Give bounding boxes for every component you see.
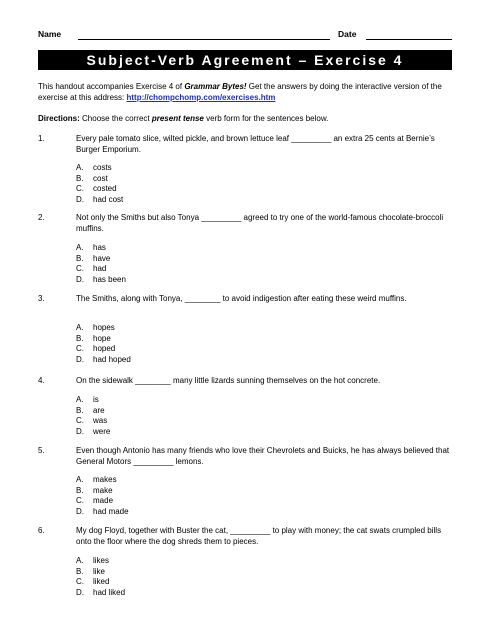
intro-paragraph xyxy=(38,82,452,103)
choice-text: were xyxy=(93,426,111,436)
choice-text: was xyxy=(93,416,108,425)
choice-letter: D. xyxy=(76,354,84,364)
question-number: 4. xyxy=(38,376,45,385)
choice-text: costed xyxy=(93,184,117,193)
choice-text: hope xyxy=(93,333,111,343)
intro-text-before: This handout accompanies Exercise 4 of xyxy=(38,82,185,91)
choice-text: likes xyxy=(93,556,110,565)
question-text: The Smiths, along with Tonya, ________ to avoid indigestion after eating these weird muffins. xyxy=(76,294,407,303)
choice-letter: C. xyxy=(76,577,84,586)
question-text: My dog Floyd, together with Buster the cat, _________ to play with money; the cat swats crumpled bills onto the floor where the dog shreds them to pieces. xyxy=(76,526,442,546)
choice-text: makes xyxy=(93,475,117,484)
question-number: 3. xyxy=(38,294,45,303)
choice-text: has xyxy=(93,243,106,252)
choice-letter: B. xyxy=(76,405,84,415)
choice-text: has been xyxy=(93,274,126,284)
choice-letter: B. xyxy=(76,253,84,263)
exercise-link[interactable]: http://chompchomp.com/exercises.htm xyxy=(126,92,276,102)
choice-letter: D. xyxy=(76,587,84,597)
choice-letter: C. xyxy=(76,344,84,353)
name-line xyxy=(78,39,330,40)
question-number: 6. xyxy=(38,526,45,535)
choice-text: made xyxy=(93,496,114,505)
page-title: Subject-Verb Agreement – Exercise 4 xyxy=(38,50,452,70)
date-line xyxy=(366,39,452,40)
choice-text: cost xyxy=(93,173,108,183)
choice-letter: B. xyxy=(76,333,84,343)
choice-text: is xyxy=(93,395,99,404)
choice-letter: B. xyxy=(76,173,84,183)
question-text: Not only the Smiths but also Tonya _________ agreed to try one of the world-famous chocolate-broccoli muffins. xyxy=(76,213,444,233)
choice-letter: D. xyxy=(76,274,84,284)
choice-text: like xyxy=(93,566,106,576)
choice-text: make xyxy=(93,485,113,495)
choice-text: had made xyxy=(93,506,129,516)
choice-letter: C. xyxy=(76,496,84,505)
source-title: Grammar Bytes! xyxy=(184,82,247,91)
choice-text: had liked xyxy=(93,587,126,597)
choice-letter: D. xyxy=(76,194,84,204)
intro-text-after: Get the answers by doing the interactive version of the exercise at this address: xyxy=(38,82,442,102)
choice-letter: A. xyxy=(76,243,84,252)
choice-letter: C. xyxy=(76,184,84,193)
question-text: On the sidewalk ________ many little lizards sunning themselves on the hot concrete. xyxy=(76,376,381,385)
directions-paragraph xyxy=(38,114,452,125)
directions-emphasis: present tense xyxy=(151,114,204,123)
question-text: Even though Antonio has many friends who love their Chevrolets and Buicks, he has always believed that General Motors _________ lemons. xyxy=(76,446,450,466)
choice-letter: C. xyxy=(76,264,84,273)
name-label: Name xyxy=(38,29,62,39)
question-text: Every pale tomato slice, wilted pickle, and brown lettuce leaf _________ an extra 25 cents at Bernie’s Burger Emporium. xyxy=(76,134,435,154)
choice-letter: D. xyxy=(76,426,84,436)
choice-text: costs xyxy=(93,163,112,172)
choice-letter: B. xyxy=(76,485,84,495)
directions-label: Directions: xyxy=(38,114,80,123)
question-number: 2. xyxy=(38,213,45,222)
choice-text: are xyxy=(93,405,105,415)
choice-text: had hoped xyxy=(93,354,131,364)
name-date-header xyxy=(38,27,452,41)
choice-letter: D. xyxy=(76,506,84,516)
choice-letter: A. xyxy=(76,163,84,172)
choice-letter: C. xyxy=(76,416,84,425)
choice-letter: A. xyxy=(76,556,84,565)
choice-text: have xyxy=(93,253,111,263)
choice-text: had xyxy=(93,264,107,273)
choice-letter: B. xyxy=(76,566,84,576)
choice-letter: A. xyxy=(76,395,84,404)
choice-text: hoped xyxy=(93,344,116,353)
date-label: Date xyxy=(338,29,357,39)
choice-text: hopes xyxy=(93,323,115,332)
choice-letter: A. xyxy=(76,323,84,332)
directions-text-after: verb form for the sentences below. xyxy=(203,114,329,123)
choice-letter: A. xyxy=(76,475,84,484)
question-number: 5. xyxy=(38,446,45,455)
directions-text-before: Choose the correct xyxy=(79,114,152,123)
choice-text: had cost xyxy=(93,194,124,204)
question-number: 1. xyxy=(38,134,45,143)
choice-text: liked xyxy=(93,577,110,586)
